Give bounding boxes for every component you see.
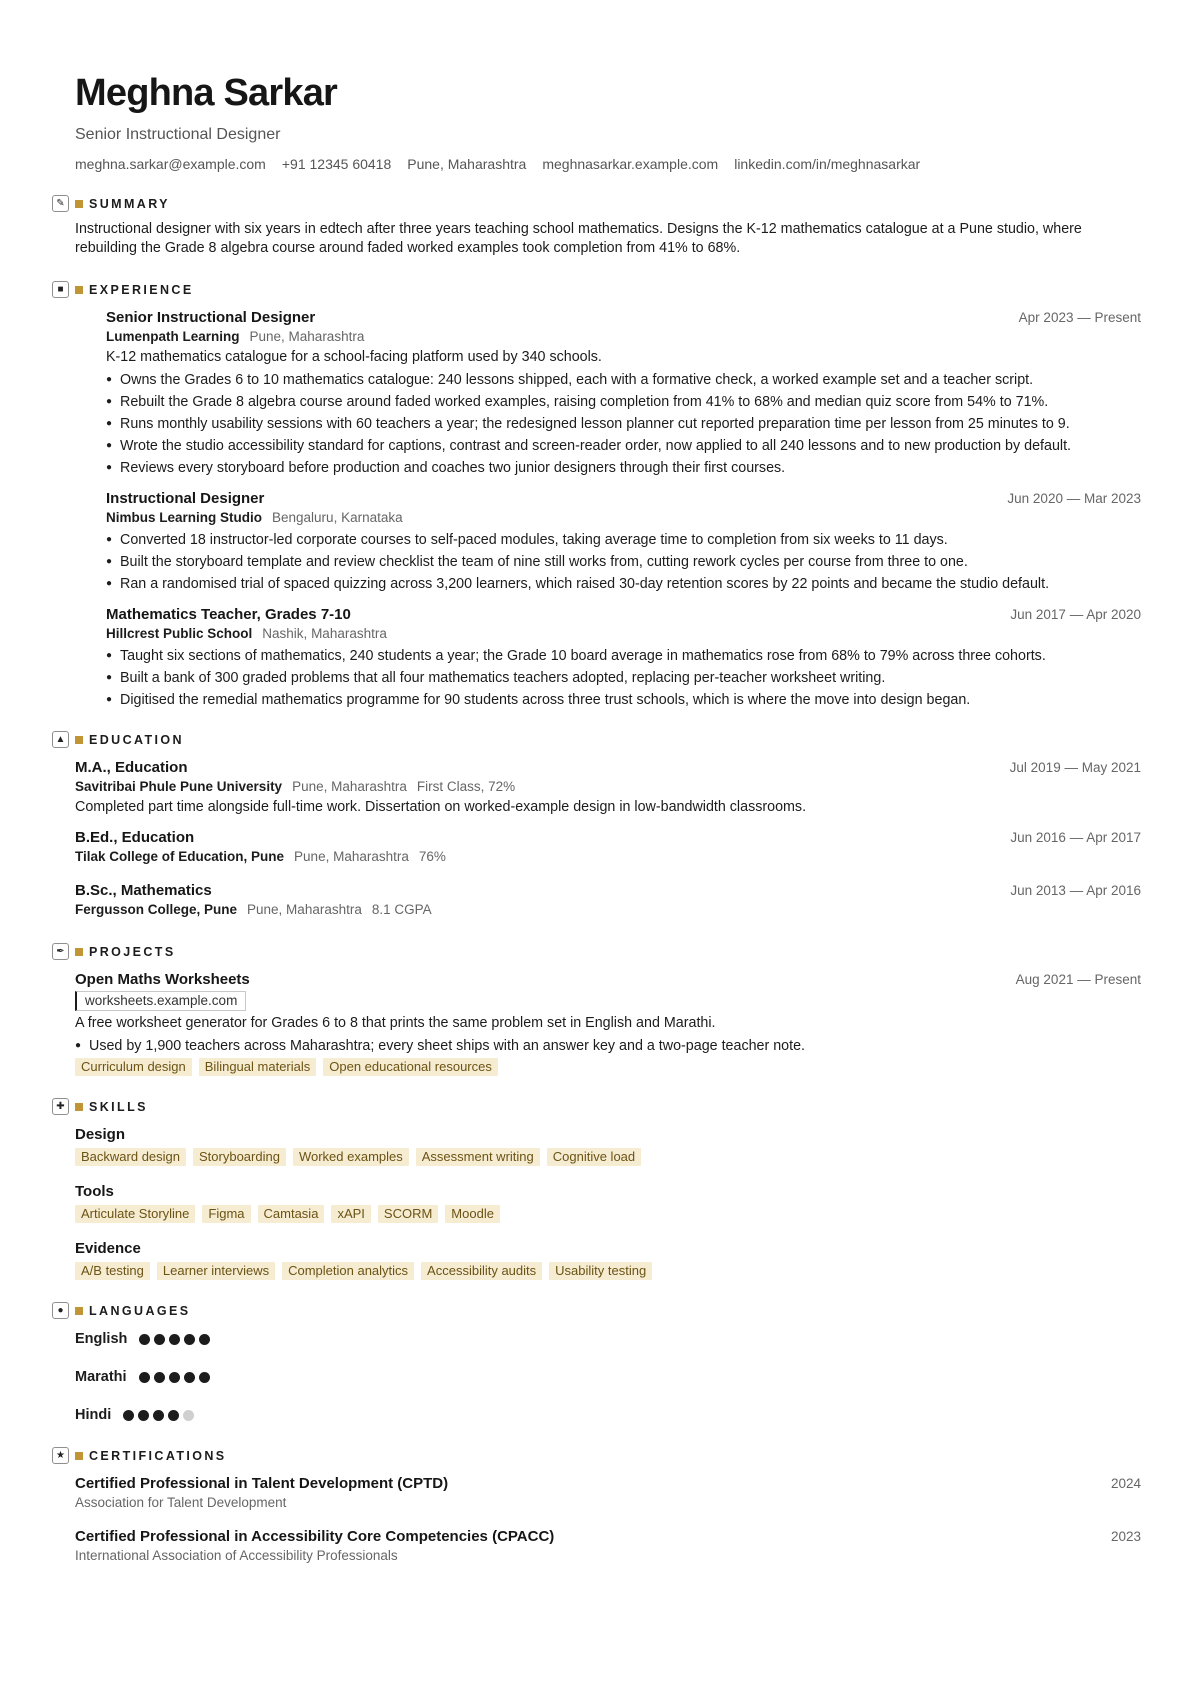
project-name: Open Maths Worksheets xyxy=(75,971,250,988)
education-date: Jun 2013 — Apr 2016 xyxy=(1010,883,1141,898)
skill-tag: Camtasia xyxy=(258,1205,325,1223)
speech-icon: ● xyxy=(52,1302,69,1319)
section-heading xyxy=(55,731,1141,749)
school-location: Pune, Maharashtra xyxy=(294,849,409,864)
job-title: Mathematics Teacher, Grades 7-10 xyxy=(106,606,351,623)
contact-website[interactable]: meghnasarkar.example.com xyxy=(542,156,719,172)
bullet-item: ● Converted 18 instructor-led corporate courses to self-paced modules, taking average time to completion from six weeks to 11 days. xyxy=(106,531,1141,549)
skill-tag: Completion analytics xyxy=(282,1262,414,1280)
candidate-name: Meghna Sarkar xyxy=(75,72,338,114)
section-title: PROJECTS xyxy=(89,945,176,959)
rating-dot-filled xyxy=(169,1372,180,1383)
education-note: Completed part time alongside full-time work. Dissertation on worked-example design in low-bandwidth classrooms. xyxy=(75,799,807,815)
job-date: Apr 2023 — Present xyxy=(1018,310,1141,325)
section-title: LANGUAGES xyxy=(89,1304,191,1318)
job-date: Jun 2020 — Mar 2023 xyxy=(1007,491,1141,506)
section-title: SKILLS xyxy=(89,1100,148,1114)
section-heading xyxy=(56,943,1141,961)
rating-dot-filled xyxy=(169,1334,180,1345)
section-heading xyxy=(57,1302,1141,1320)
language-name: Marathi xyxy=(75,1369,127,1385)
bullet-item: ● Built the storyboard template and review checklist the team of nine still works from, cutting rework cycles per course from three to one. xyxy=(106,553,1141,571)
section-heading xyxy=(56,1098,1141,1116)
summary-text: Instructional designer with six years in edtech after three years teaching school mathematics. Designs the K-12 mathematics catalogue at a Pune studio, where rebuilding the Grade 8 algebra course around faded worked examples took completion from 41% to 68%. xyxy=(75,221,1082,256)
skill-tag: Accessibility audits xyxy=(421,1262,542,1280)
tag: Curriculum design xyxy=(75,1058,192,1076)
skills-section xyxy=(56,1098,1141,1280)
skill-tag: Articulate Storyline xyxy=(75,1205,195,1223)
skill-group-name: Tools xyxy=(75,1183,114,1200)
language-row xyxy=(75,1405,1141,1425)
pencil-icon: ✒ xyxy=(52,943,69,960)
section-marker xyxy=(75,1307,83,1315)
section-title: SUMMARY xyxy=(89,197,170,211)
skill-tag: Learner interviews xyxy=(157,1262,275,1280)
rating-dot-filled xyxy=(184,1372,195,1383)
language-name: Hindi xyxy=(75,1407,112,1423)
summary-section xyxy=(56,195,1141,258)
skill-tag: A/B testing xyxy=(75,1262,150,1280)
job-location: Nashik, Maharashtra xyxy=(262,626,387,641)
language-name: English xyxy=(75,1331,128,1347)
skill-tag: Moodle xyxy=(445,1205,500,1223)
header xyxy=(75,72,1141,173)
rating-dot-empty xyxy=(183,1410,194,1421)
rating-dot-filled xyxy=(138,1410,149,1421)
contact-email[interactable]: meghna.sarkar@example.com xyxy=(75,156,266,172)
bullet-item: ● Owns the Grades 6 to 10 mathematics catalogue: 240 lessons shipped, each with a formative check, a worked example set and a teacher script. xyxy=(106,371,1141,389)
job-entry xyxy=(106,489,1141,593)
contact-phone[interactable]: +91 12345 60418 xyxy=(281,156,392,172)
certification-issuer: Association for Talent Development xyxy=(75,1495,287,1510)
languages-section xyxy=(57,1302,1141,1425)
job-entry xyxy=(106,308,1141,477)
experience-section xyxy=(57,281,1141,709)
language-row xyxy=(75,1367,1141,1387)
rating-dot-filled xyxy=(153,1410,164,1421)
skill-tag: Usability testing xyxy=(549,1262,652,1280)
project-date: Aug 2021 — Present xyxy=(1015,972,1141,987)
section-title: EDUCATION xyxy=(89,733,184,747)
degree-title: B.Sc., Mathematics xyxy=(75,882,212,899)
skill-group xyxy=(75,1239,1141,1280)
certification-year: 2023 xyxy=(1110,1529,1141,1544)
job-title: Senior Instructional Designer xyxy=(106,309,316,326)
job-title: Instructional Designer xyxy=(106,490,265,507)
certification-name: Certified Professional in Accessibility Core Competencies (CPACC) xyxy=(75,1528,555,1545)
education-date: Jun 2016 — Apr 2017 xyxy=(1010,830,1141,845)
rating-dot-filled xyxy=(139,1372,150,1383)
job-company: Lumenpath Learning xyxy=(106,329,240,344)
certification-entry xyxy=(75,1527,1141,1565)
skill-group xyxy=(75,1182,1141,1223)
job-location: Pune, Maharashtra xyxy=(249,329,365,344)
school-location: Pune, Maharashtra xyxy=(247,902,362,917)
skill-tag: Worked examples xyxy=(293,1148,409,1166)
job-company: Hillcrest Public School xyxy=(106,626,253,641)
rating-dot-filled xyxy=(139,1334,150,1345)
school-name: Fergusson College, Pune xyxy=(75,902,238,917)
bullet-item: ● Wrote the studio accessibility standard for captions, contrast and screen-reader order, now applied to all 240 lessons and to new production by default. xyxy=(106,437,1141,455)
bullet-item: ● Digitised the remedial mathematics programme for 90 students across three trust schools, which is where the move into design began. xyxy=(106,691,1141,709)
candidate-role: Senior Instructional Designer xyxy=(75,126,281,143)
projects-section xyxy=(56,943,1141,1076)
section-marker xyxy=(75,1452,83,1460)
section-heading xyxy=(57,281,1141,299)
skill-tag: Cognitive load xyxy=(547,1148,641,1166)
tag: Bilingual materials xyxy=(199,1058,317,1076)
project-tags xyxy=(75,1058,1141,1076)
bullet-item: ● Used by 1,900 teachers across Maharashtra; every sheet ships with an answer key and a two-page teacher note. xyxy=(75,1037,1141,1055)
skill-tag: SCORM xyxy=(378,1205,438,1223)
education-grade: 8.1 CGPA xyxy=(371,902,432,917)
tools-icon: ✚ xyxy=(52,1098,69,1115)
project-link[interactable]: worksheets.example.com xyxy=(75,991,246,1011)
briefcase-icon: ■ xyxy=(52,281,69,298)
graduation-cap-icon: ▲ xyxy=(52,731,69,748)
certifications-section xyxy=(56,1447,1141,1565)
skill-tag: xAPI xyxy=(331,1205,370,1223)
section-marker xyxy=(75,200,83,208)
project-entry xyxy=(75,970,1141,1076)
rating-dot-filled xyxy=(199,1372,210,1383)
rating-dot-filled xyxy=(168,1410,179,1421)
certification-issuer: International Association of Accessibility Professionals xyxy=(75,1548,398,1563)
bullet-item: ● Taught six sections of mathematics, 240 students a year; the Grade 10 board average in mathematics rose from 68% to 79% across three cohorts. xyxy=(106,647,1141,665)
job-date: Jun 2017 — Apr 2020 xyxy=(1010,607,1141,622)
school-name: Savitribai Phule Pune University xyxy=(75,779,283,794)
certification-entry xyxy=(75,1474,1141,1512)
rating-dot-filled xyxy=(199,1334,210,1345)
summary-icon: ✎ xyxy=(52,195,69,212)
education-section xyxy=(55,731,1141,919)
job-bullets xyxy=(106,531,1141,593)
tag: Open educational resources xyxy=(323,1058,498,1076)
section-marker xyxy=(75,1103,83,1111)
skill-tag: Storyboarding xyxy=(193,1148,286,1166)
skill-tag: Figma xyxy=(202,1205,250,1223)
rating-dot-filled xyxy=(184,1334,195,1345)
job-bullets xyxy=(106,647,1141,709)
rating-dot-filled xyxy=(154,1334,165,1345)
job-description: K-12 mathematics catalogue for a school-facing platform used by 340 schools. xyxy=(106,349,602,365)
education-grade: 76% xyxy=(418,849,446,864)
bullet-item: ● Built a bank of 300 graded problems that all four mathematics teachers adopted, replacing per-teacher worksheet writing. xyxy=(106,669,1141,687)
education-entry xyxy=(75,828,1141,866)
section-title: EXPERIENCE xyxy=(89,283,194,297)
certification-year: 2024 xyxy=(1110,1476,1141,1491)
skill-tag: Assessment writing xyxy=(416,1148,540,1166)
bullet-item: ● Runs monthly usability sessions with 60 teachers a year; the redesigned lesson planner cut reported preparation time per lesson from 25 minutes to 9. xyxy=(106,415,1141,433)
certification-name: Certified Professional in Talent Development (CPTD) xyxy=(75,1475,449,1492)
degree-title: B.Ed., Education xyxy=(75,829,195,846)
skill-tag: Backward design xyxy=(75,1148,186,1166)
rating-dot-filled xyxy=(123,1410,134,1421)
education-date: Jul 2019 — May 2021 xyxy=(1009,760,1141,775)
section-marker xyxy=(75,736,83,744)
skill-group-name: Design xyxy=(75,1126,126,1143)
contact-linkedin[interactable]: linkedin.com/in/meghnasarkar xyxy=(734,156,921,172)
section-heading xyxy=(56,195,1141,213)
contact-row xyxy=(75,155,1141,173)
education-entry xyxy=(75,758,1141,817)
school-name: Tilak College of Education, Pune xyxy=(75,849,285,864)
job-entry xyxy=(106,605,1141,709)
degree-title: M.A., Education xyxy=(75,759,188,776)
section-title: CERTIFICATIONS xyxy=(89,1449,227,1463)
education-grade: First Class, 72% xyxy=(416,779,516,794)
project-bullets xyxy=(75,1037,1141,1055)
job-company: Nimbus Learning Studio xyxy=(106,510,263,525)
job-location: Bengaluru, Karnataka xyxy=(272,510,403,525)
bullet-item: ● Ran a randomised trial of spaced quizzing across 3,200 learners, which raised 30-day retention scores by 22 points and became the studio default. xyxy=(106,575,1141,593)
language-list xyxy=(75,1329,1141,1425)
education-entry xyxy=(75,881,1141,919)
section-heading xyxy=(56,1447,1141,1465)
job-bullets xyxy=(106,371,1141,477)
rating-dot-filled xyxy=(154,1372,165,1383)
language-row xyxy=(75,1329,1141,1349)
bullet-item: ● Reviews every storyboard before production and coaches two junior designers through their first courses. xyxy=(106,459,1141,477)
contact-location: Pune, Maharashtra xyxy=(407,156,527,172)
section-marker xyxy=(75,948,83,956)
project-description: A free worksheet generator for Grades 6 to 8 that prints the same problem set in English and Marathi. xyxy=(75,1015,716,1031)
certificate-icon: ★ xyxy=(52,1447,69,1464)
resume-page xyxy=(55,72,1141,1565)
school-location: Pune, Maharashtra xyxy=(292,779,407,794)
skill-group-name: Evidence xyxy=(75,1240,141,1257)
section-marker xyxy=(75,286,83,294)
skill-group xyxy=(75,1125,1141,1166)
bullet-item: ● Rebuilt the Grade 8 algebra course around faded worked examples, raising completion from 41% to 68% and median quiz score from 54% to 71%. xyxy=(106,393,1141,411)
